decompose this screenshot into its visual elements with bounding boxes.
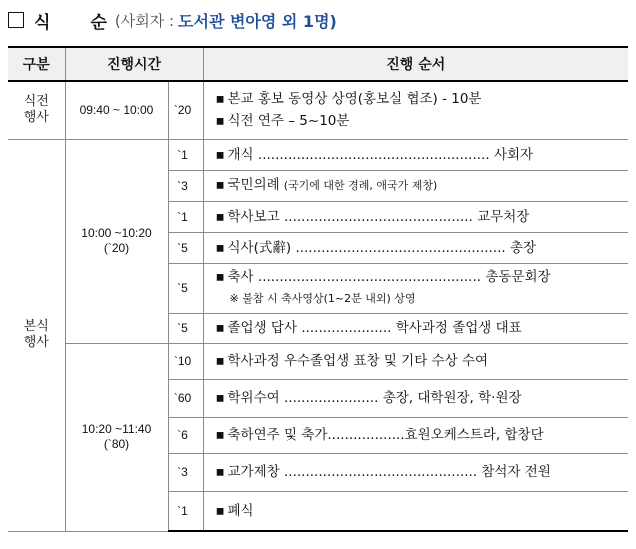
presenter-label: (사회자 :: [114, 11, 175, 30]
group-label-pre: 식전 행사: [8, 81, 65, 139]
schedule-item: ▪ 학사과정 우수졸업생 표창 및 기타 수상 수여: [203, 343, 628, 379]
minutes: `1: [168, 139, 203, 170]
minutes: `1: [168, 201, 203, 232]
checkbox-square-icon: [8, 12, 24, 28]
schedule-item: ▪ 졸업생 답사 ..................... 학사과정 졸업생 대표: [203, 313, 628, 343]
schedule-item: ▪ 식사(式辭) ................................................. 총장: [203, 232, 628, 263]
schedule-item: ▪ 폐식: [203, 491, 628, 531]
schedule-item: ▪ 교가제창 ............................................. 참석자 전원: [203, 453, 628, 491]
column-header-order: 진행 순서: [203, 47, 628, 81]
schedule-item: ▪ 학사보고 ............................................ 교무처장: [203, 201, 628, 232]
table-header-row: [8, 47, 628, 81]
schedule-item: ▪ 본교 홍보 동영상 상영(홍보실 협조) - 10분 ▪ 식전 연주 – 5~10분: [203, 81, 628, 139]
time-range: 09:40 ~ 10:00: [65, 81, 168, 139]
presenter-name: 도서관 변아영 외 1명): [178, 11, 337, 31]
title-part2: 순: [90, 12, 107, 33]
minutes: `6: [168, 417, 203, 453]
schedule-item: ▪ 축하연주 및 축가..................효원오케스트라, 합창단: [203, 417, 628, 453]
item-text: 본교 홍보 동영상 상영(홍보실 협조) - 10분: [227, 91, 482, 108]
minutes: `1: [168, 491, 203, 531]
schedule-item: ▪ 축사 .................................................... 총동문회장 ※ 불참 시 축사영상(1~2분 내외) 상영: [203, 263, 628, 313]
column-header-category: 구분: [8, 47, 65, 81]
column-header-time: 진행시간: [65, 47, 203, 81]
item-text: 식전 연주 – 5~10분: [227, 113, 350, 130]
minutes: `5: [168, 313, 203, 343]
minutes: `3: [168, 453, 203, 491]
minutes: `5: [168, 232, 203, 263]
minutes: `5: [168, 263, 203, 313]
table-row: [8, 139, 628, 170]
time-range: 10:20 ~11:40 (`80): [65, 343, 168, 531]
minutes: `3: [168, 170, 203, 201]
table-row: [8, 343, 628, 379]
minutes: `10: [168, 343, 203, 379]
minutes: `20: [168, 81, 203, 139]
ceremony-schedule-table: [8, 46, 628, 532]
schedule-item: ▪ 학위수여 ...................... 총장, 대학원장, 학·원장: [203, 379, 628, 417]
time-range: 10:00 ~10:20 (`20): [65, 139, 168, 343]
schedule-item: ▪ 국민의례 (국기에 대한 경례, 애국가 제창): [203, 170, 628, 201]
group-label-main: 본식 행사: [8, 139, 65, 531]
section-header: [8, 6, 337, 34]
note-text: ※ 불참 시 축사영상(1~2분 내외) 상영: [229, 292, 416, 305]
title-part1: 식: [34, 12, 51, 33]
schedule-item: ▪ 개식 ...................................................... 사회자: [203, 139, 628, 170]
minutes: `60: [168, 379, 203, 417]
table-row: [8, 81, 628, 139]
